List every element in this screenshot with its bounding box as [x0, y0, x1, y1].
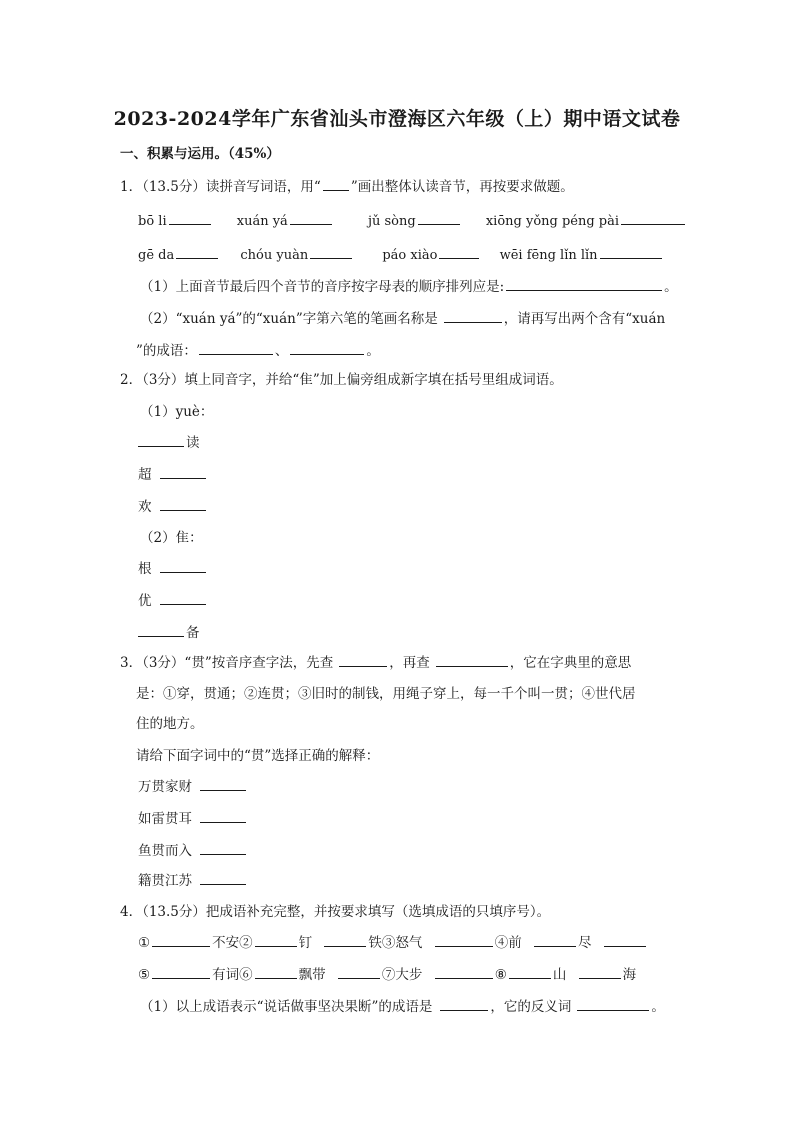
blank[interactable] [436, 652, 508, 667]
pinyin-row-1 [138, 210, 687, 232]
blank[interactable] [200, 808, 246, 823]
blank[interactable] [255, 932, 297, 947]
answer-line: 欢 [138, 496, 208, 517]
blank[interactable] [160, 590, 206, 605]
answer-line: 超 [138, 464, 208, 485]
blank[interactable] [138, 622, 184, 637]
section-heading: 一、积累与运用。（45%） [120, 146, 280, 162]
blank[interactable] [338, 964, 380, 979]
blank[interactable] [600, 244, 662, 259]
blank[interactable] [604, 932, 646, 947]
blank[interactable] [435, 964, 493, 979]
blank[interactable] [169, 210, 211, 225]
pinyin-item: páo xiào [382, 248, 438, 263]
blank[interactable] [506, 276, 662, 291]
question-2-part-1: （1）yuè： [140, 404, 214, 420]
blank[interactable] [199, 340, 273, 355]
question-4-stem: 4．（13.5分）把成语补充完整，并按要求填写（选填成语的只填序号）。 [120, 904, 551, 920]
blank[interactable] [200, 870, 246, 885]
pinyin-item: xiōng yǒng péng pài [485, 214, 620, 229]
blank[interactable] [444, 308, 502, 323]
answer-line: 籍贯江苏 [138, 870, 248, 891]
question-1-sub-1: （1）上面音节最后四个音节的音序按字母表的顺序排列应是: 。 [140, 276, 678, 297]
blank[interactable] [339, 652, 387, 667]
blank[interactable] [290, 210, 332, 225]
blank[interactable] [435, 932, 493, 947]
answer-line: 备 [138, 622, 200, 643]
blank[interactable] [160, 496, 206, 511]
idiom-row-1: ① 不安② 钉 铁③怒气 ④前 尽 [138, 932, 648, 953]
pinyin-item: chóu yuàn [240, 248, 309, 263]
blank[interactable] [323, 176, 349, 191]
blank[interactable] [534, 932, 576, 947]
idiom-row-2: ⑤ 有词⑥ 飘带 ⑦大步 ⑧ 山 海 [138, 964, 636, 985]
blank[interactable] [152, 932, 210, 947]
question-1-sub-2-cont: ”的成语： 、 。 [136, 340, 380, 361]
answer-line: 读 [138, 432, 200, 453]
pinyin-item: xuán yá [236, 214, 288, 229]
question-4-sub-1: （1）以上成语表示“说话做事坚决果断”的成语是 ，它的反义词 。 [140, 996, 665, 1017]
blank[interactable] [138, 432, 184, 447]
blank[interactable] [418, 210, 460, 225]
blank[interactable] [255, 964, 297, 979]
answer-line: 万贯家财 [138, 776, 248, 797]
pinyin-item: bō li [138, 214, 167, 229]
question-3-prompt: 请给下面字词中的“贯”选择正确的解释： [136, 748, 380, 764]
blank[interactable] [176, 244, 218, 259]
answer-line: 如雷贯耳 [138, 808, 248, 829]
question-3-stem: 3．（3分）“贯”按音序查字法，先查 ，再查 ，它在字典里的意思 [120, 652, 631, 673]
pinyin-row-2 [138, 244, 664, 266]
blank[interactable] [440, 996, 488, 1011]
blank[interactable] [290, 340, 364, 355]
blank[interactable] [160, 558, 206, 573]
pinyin-item: jǔ sòng [367, 214, 416, 229]
answer-line: 优 [138, 590, 208, 611]
question-2-stem: 2．（3分）填上同音字，并给“隹”加上偏旁组成新字填在括号里组成词语。 [120, 372, 563, 388]
question-3-line-3: 住的地方。 [136, 716, 204, 732]
blank[interactable] [439, 244, 479, 259]
blank[interactable] [509, 964, 551, 979]
pinyin-item: gē da [138, 248, 175, 263]
question-2-part-2: （2）隹： [140, 530, 203, 546]
question-1-sub-2: （2）“xuán yá”的“xuán”字第六笔的笔画名称是 ，请再写出两个含有“xuán [140, 308, 665, 329]
blank[interactable] [200, 840, 246, 855]
blank[interactable] [324, 932, 366, 947]
blank[interactable] [200, 776, 246, 791]
blank[interactable] [577, 996, 649, 1011]
question-3-line-2: 是：①穿，贯通；②连贯；③旧时的制钱，用绳子穿上，每一千个叫一贯；④世代居 [136, 686, 636, 702]
blank[interactable] [160, 464, 206, 479]
blank[interactable] [579, 964, 621, 979]
blank[interactable] [310, 244, 352, 259]
pinyin-item: wēi fēng lǐn lǐn [499, 248, 598, 263]
blank[interactable] [621, 210, 685, 225]
page-title: 2023-2024学年广东省汕头市澄海区六年级（上）期中语文试卷 [113, 108, 681, 130]
blank[interactable] [152, 964, 210, 979]
answer-line: 根 [138, 558, 208, 579]
answer-line: 鱼贯而入 [138, 840, 248, 861]
question-1-stem: 1．（13.5分）读拼音写词语，用“ ”画出整体认读音节，再按要求做题。 [120, 176, 574, 197]
